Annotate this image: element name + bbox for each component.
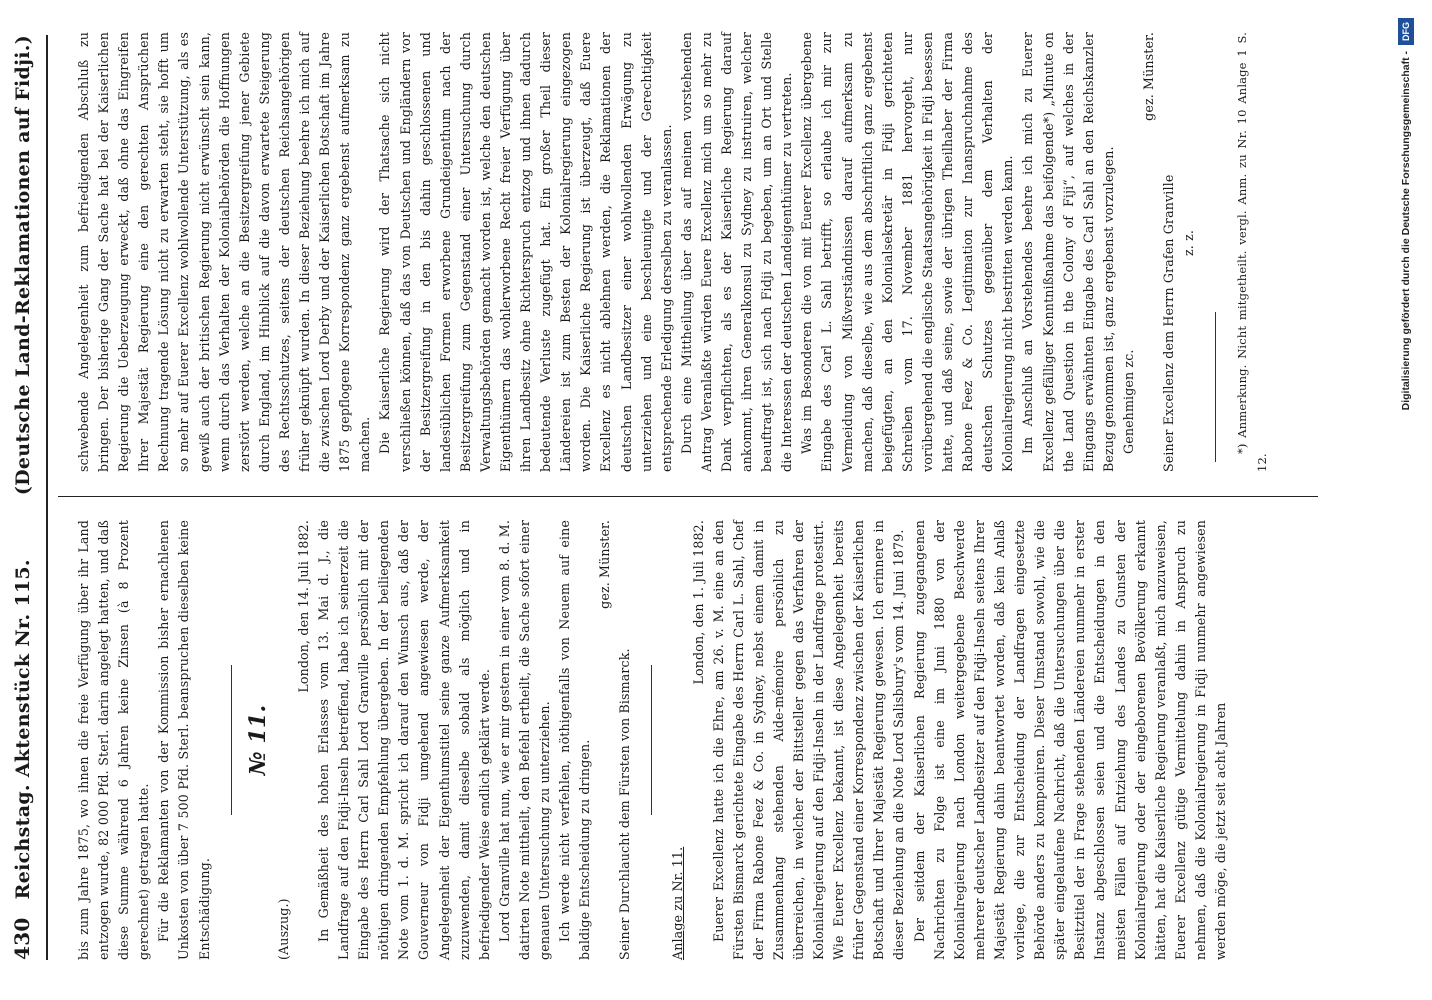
paragraph: schwebende Angelegenheit zum befriedigenden Abschluß zu bringen. Der bisherige Gang der Sache hat bei der Kaiserlichen Regierung die Ueberzeugung erweckt, daß ohne das Eingreifen Ihrer Majestät Regierung eine den gerechten Ansprüchen Rechnung tragende Lösung nicht zu erwarten steht, sie hofft um so mehr auf Euerer Excellenz wohlwollende Unterstützung, als es gewiß auch der britischen Regierung nicht erwünscht sein kann, wenn durch das Verhalten der Kolonialbehörden die Hoffnungen zerstört werden, welche an die Besitzergreifung jener Gebiete durch England, im Hinblick auf die davon erwartete Steigerung des Rechtsschutzes, seitens der deutschen Reichsangehörigen früher geknüpft wurden. In dieser Beziehung beehre ich mich auf die zwischen Lord Derby und der Kaiserlichen Botschaft im Jahre 1875 gepflogene Korrespondenz ganz ergebenst aufmerksam zu machen. <box>76 32 373 472</box>
paragraph: Was im Besonderen die von mit Euerer Excellenz übergebene Eingabe des Carl L. Sahl betrifft, so erlaube ich mir zur Vermeidung von Mißverständnissen darauf aufmerksam zu machen, daß dieselbe, wie aus dem abschriftlich ganz ergebenst beigefügten, an den Kolonialsekretär in Fidji gerichteten Schreiben vom 17. November 1881 hervorgeht, nur vorübergehend die englische Staatsangehörigkeit in Fidji besessen hatte, und daß seine, sowie der übrigen Theilhaber der Firma Rabone Feez & Co. Legitimation zur Inanspruchnahme des deutschen Schutzes gegenüber dem Verhalten der Kolonialregierung nicht bestritten werden kann. <box>799 32 1016 472</box>
credit-text: Digitalisierung gefördert durch die Deutsche Forschungsgemeinschaft - <box>1400 51 1412 411</box>
signature: gez. Münster. <box>597 520 613 609</box>
running-header <box>10 35 42 960</box>
paragraph: Im Anschluß an Vorstehendes beehre ich mich zu Euerer Excellenz gefälliger Kenntnißnahme das beifolgende*) „Minute on the Land Question in the Colony of Fiji“, auf welches in der Eingangs erwähnten Eingabe des Carl Sahl an den Reichskanzler Bezug genommen ist, ganz ergebenst vorzulegen. <box>1020 32 1116 472</box>
left-column <box>74 520 1231 960</box>
paragraph: Lord Granville hat nun, wie er mir gestern in einer vom 8. d. M. datirten Note mittheilt, den Befehl ertheilt, die Sache sofort einer genauen Untersuchung zu unterziehen. <box>496 520 552 960</box>
section-divider <box>651 665 652 815</box>
right-column <box>74 32 1272 472</box>
paragraph: Die Kaiserliche Regierung wird der Thatsache sich nicht verschließen können, daß das von Deutschen und Engländern vor der Besitzergreifung in den bis dahin geschlossenen und landesüblichen Formen erworbene Grundeigenthum nach der Besitzergreifung zum Gegenstand einer Untersuchung durch Verwaltungsbehörden gemacht worden ist, welche den deutschen Eigenthümern das wohlerworbene Recht freier Verfügung über ihren Landbesitz ohne Richterspruch entzog und ihnen dadurch bedeutende Verluste zugefügt hat. Ein großer Theil dieser Ländereien ist zum Besten der Kolonialregierung eingezogen worden. Die Kaiserliche Regierung ist überzeugt, daß Euere Excellenz es nicht ablehnen werden, die Reklamationen der deutschen Landbesitzer einer wohlwollenden Erwägung zu unterziehen und eine beschleunigte und der Gerechtigkeit entsprechende Erledigung derselben zu veranlassen. <box>377 32 674 472</box>
addressee-suffix: z. z. <box>1181 229 1197 257</box>
header-title-right: (Deutsche Land-Reklamationen auf Fidji.) <box>12 35 34 496</box>
column-divider <box>58 496 1318 497</box>
document-number: № 11. <box>244 704 271 776</box>
addressee: Seiner Excellenz dem Herrn Grafen Granville <box>1161 174 1177 472</box>
signature: gez. Münster. <box>1140 32 1156 121</box>
letter-date: London, den 1. Juli 1882. <box>690 520 706 685</box>
closing-formula: Genehmigen zc. <box>1120 349 1136 454</box>
paragraph: Euerer Excellenz hatte ich die Ehre, am 26. v. M. eine an den Fürsten Bismarck gerichtete Eingabe des Herrn Carl L. Sahl, Chef der Firma Rabone Feez & Co. in Sydney, nebst einem damit in Zusammenhang stehenden Aide-mémoire persönlich zu überreichen, in welcher der Bittsteller gegen das Verfahren der Kolonialregierung auf den Fidji-Inseln in der Landfrage protestirt. Wie Euerer Excellenz bekannt, ist diese Angelegenheit bereits früher Gegenstand einer Korrespondenz zwischen der Kaiserlichen Botschaft und Ihrer Majestät Regierung gewesen. Ich erinnere in dieser Beziehung an die Note Lord Salisbury's vom 14. Juni 1879. <box>710 520 907 960</box>
header-rule <box>46 35 48 960</box>
addressee: Seiner Durchlaucht dem Fürsten von Bismarck. <box>617 648 633 960</box>
dfg-logo: DFG <box>1398 18 1414 45</box>
page-number: 430 <box>10 917 34 960</box>
annex-title: Anlage zu Nr. 11. <box>670 846 686 960</box>
letter-date: London, den 14. Juli 1882. <box>295 520 311 693</box>
paragraph: Der seitdem der Kaiserlichen Regierung zugegangenen Nachrichten zu Folge ist eine im Juni 1880 von der Kolonialregierung nach London weitergegebene Beschwerde mehrerer deutscher Landbesitzer auf den Fidji-Inseln seitens Ihrer Majestät Regierung dahin beantwortet worden, daß kein Anlaß vorliege, die zur Entscheidung der Landfragen eingesetzte Behörde anders zu komponiren. Dieser Umstand sowohl, wie die später eingelaufene Nachricht, daß die Untersuchungen über die Besitztitel der in Frage stehenden Ländereien nunmehr in erster Instanz abgeschlossen seien und die Entscheidungen in den meisten Fällen auf Entziehung des Landes zu Gunsten der Kolonialregierung oder der eingeborenen Bevölkerung erkannt hätten, hat die Kaiserliche Regierung veranlaßt, mich anzuweisen, Euerer Excellenz gütige Vermittelung dahin in Anspruch zu nehmen, daß die Kolonialregierung in Fidji nunmehr angewiesen werden möge, die jetzt seit acht Jahren <box>911 520 1228 960</box>
section-divider <box>231 665 232 815</box>
excerpt-label: (Auszug.) <box>275 898 291 960</box>
footnote: *) Anmerkung. Nicht mitgetheilt. vergl. Anm. zu Nr. 10 Anlage 1 S. 12. <box>1235 32 1270 472</box>
digitization-credit <box>1390 18 1414 978</box>
footnote-rule <box>1215 312 1216 462</box>
paragraph: bis zum Jahre 1875, wo ihnen die freie Verfügung über ihr Land entzogen wurde, 82 000 Pfd. Sterl. darin angelegt hatten, und daß diese Summe während 6 Jahren keine Zinsen (à 8 Prozent gerechnet) getragen hatte. <box>76 520 152 960</box>
paragraph: Ich werde nicht verfehlen, nöthigenfalls von Neuem auf eine baldige Entscheidung zu dringen. <box>557 520 593 960</box>
header-title-left: Reichstag. Aktenstück Nr. 115. <box>12 559 34 900</box>
paragraph: In Gemäßheit des hohen Erlasses vom 13. Mai d. J., die Landfrage auf den Fidji-Inseln betreffend, habe ich seinerzeit die Eingabe des Herrn Carl Sahl Lord Granville persönlich mit der nöthigen dringenden Empfehlung übergeben. In der beiliegenden Note vom 1. d. M. spricht ich darauf den Wunsch aus, daß der Gouverneur von Fidji umgehend angewiesen werde, der Angelegenheit der Eigenthumstitel seine ganze Aufmerksamkeit zuzuwenden, damit dieselbe sobald als möglich und in befriedigender Weise endlich geklärt werde. <box>315 520 492 960</box>
paragraph: Durch eine Mittheilung über das auf meinen vorstehenden Antrag Veranlaßte würden Euere Excellenz mich um so mehr zu Dank verpflichten, als es der Kaiserliche Regierung darauf ankommt, ihren Generalkonsul zu Sydney zu instruiren, welcher beauftragt ist, sich nach Fidji zu begeben, um an Ort und Stelle die Interessen der deutschen Landeigenthümer zu vertreten. <box>678 32 795 472</box>
paragraph: Für die Reklamanten von der Kommission bisher ernachlenen Unkosten von über 7 500 Pfd. Sterl. beanspruchen dieselben keine Entschädigung. <box>156 520 212 960</box>
